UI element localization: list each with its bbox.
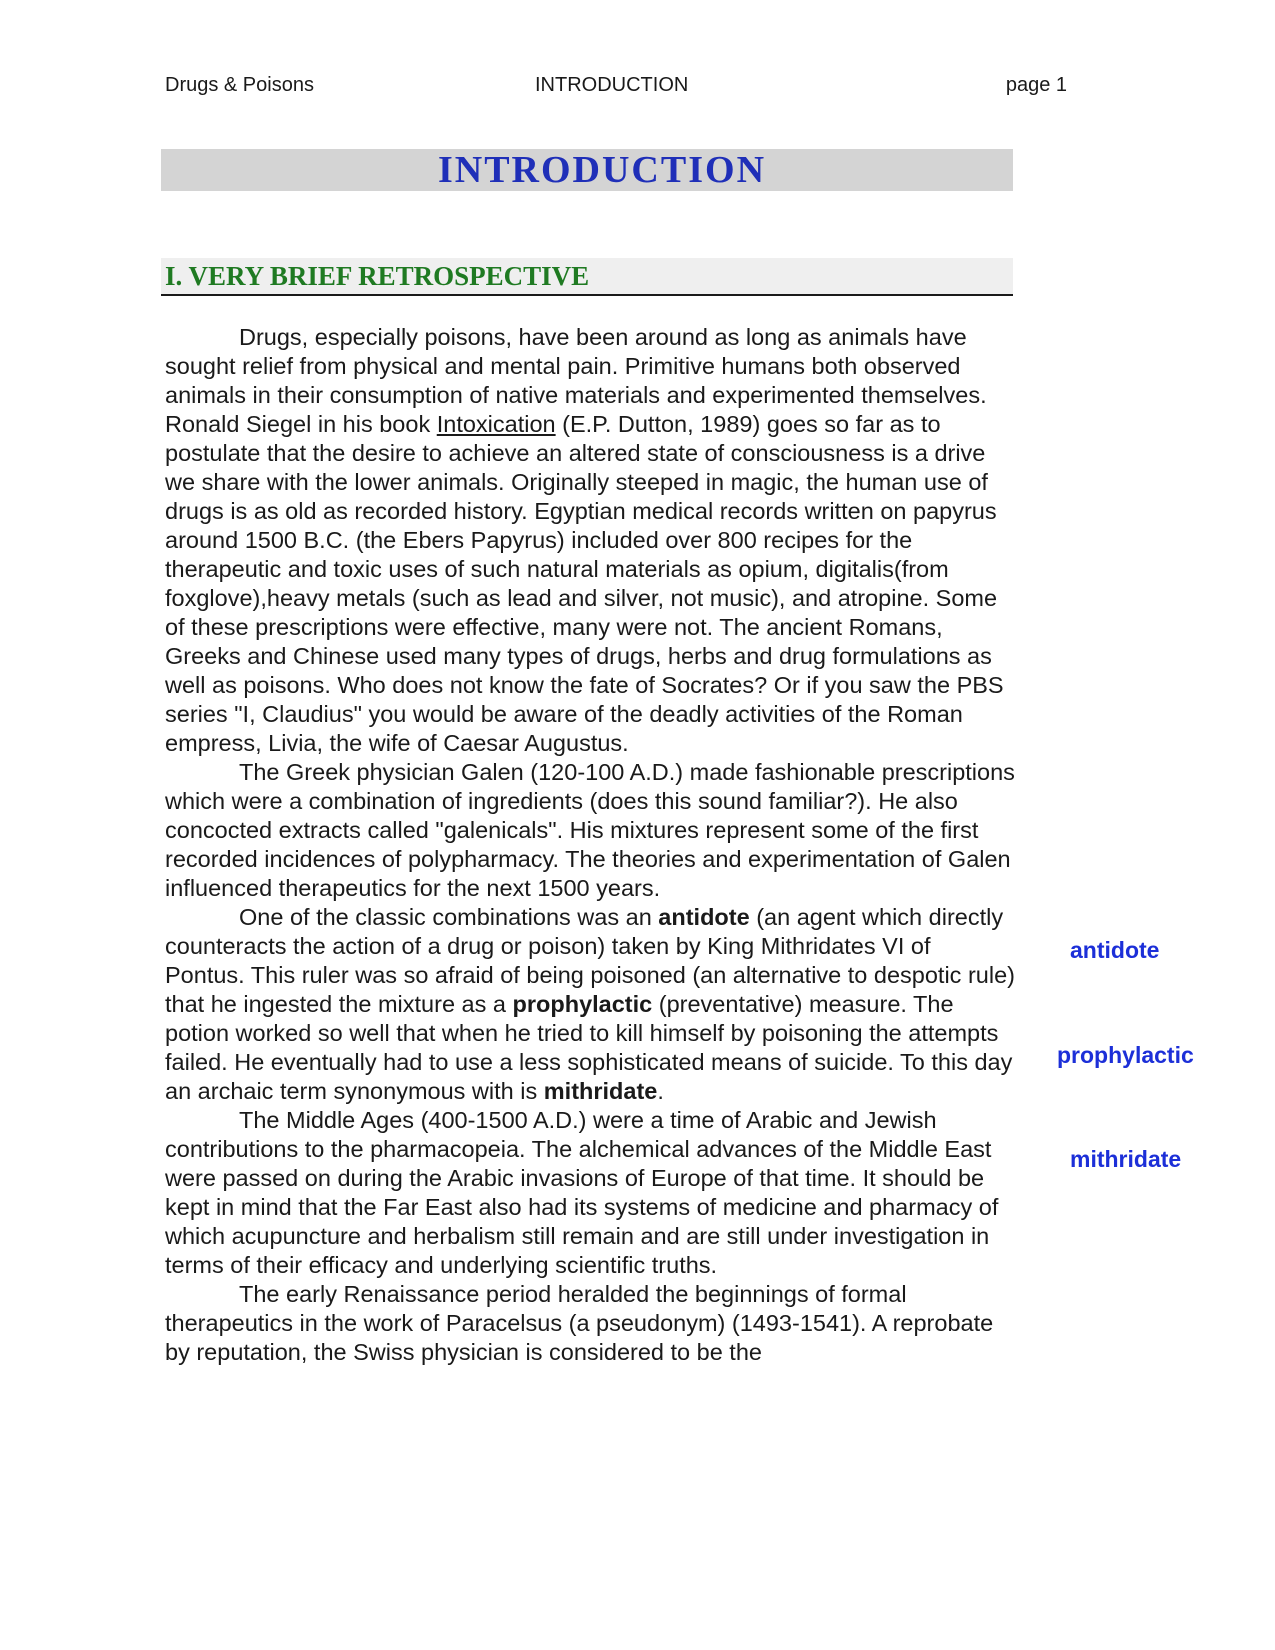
paragraph-3 xyxy=(165,903,1015,1106)
paragraph-4: The Middle Ages (400-1500 A.D.) were a time of Arabic and Jewish contributions to the pharmacopeia. The alchemical advances of the Middle East were passed on during the Arabic invasions of Europe of that time. It should be kept in mind that the Far East also had its systems of medicine and pharmacy of which acupuncture and herbalism still remain and are still under investigation in terms of their efficacy and underlying scientific truths. xyxy=(165,1107,999,1278)
section-heading-band xyxy=(161,258,1013,296)
paragraph-1 xyxy=(165,323,1015,758)
paragraph-1-text-a: Drugs, especially poisons, have been around as long as animals have sought relief from physical and mental pain. Primitive humans both observed animals in their consumption of native materials and experimented themselves. Ronald Siegel in his book xyxy=(165,324,987,437)
term-prophylactic: prophylactic xyxy=(512,991,653,1017)
paragraph-2: The Greek physician Galen (120-100 A.D.) made fashionable prescriptions which were a combination of ingredients (does this sound familiar?). He also concocted extracts called "galenicals". His mixtures represent some of the first recorded incidences of polypharmacy. The theories and experimentation of Galen influenced therapeutics for the next 1500 years. xyxy=(165,759,1015,901)
body-text xyxy=(165,323,1015,1367)
margin-term-mithridate: mithridate xyxy=(1070,1146,1182,1172)
paragraph-3-text-a: One of the classic combinations was an xyxy=(239,904,659,930)
margin-term-prophylactic: prophylactic xyxy=(1057,1042,1194,1068)
book-title: Intoxication xyxy=(436,411,556,437)
paragraph-3-text-b: (an agent which directly counteracts the action of a drug or poison) taken by King Mithridates VI of Pontus. This ruler was so afraid of being poisoned (an alternative to despotic rule) that he ingested the mixture as a xyxy=(165,904,1015,1017)
header-page-number: page 1 xyxy=(1005,74,1067,96)
paragraph-5: The early Renaissance period heralded the beginnings of formal therapeutics in the work of Paracelsus (a pseudonym) (1493-1541). A reprobate by reputation, the Swiss physician is considered to be the xyxy=(165,1281,994,1365)
running-header xyxy=(165,74,1067,100)
section-heading: I. VERY BRIEF RETROSPECTIVE xyxy=(165,261,590,291)
term-mithridate: mithridate xyxy=(543,1078,658,1104)
term-antidote: antidote xyxy=(658,904,750,930)
title-band xyxy=(161,149,1013,191)
paragraph-3-text-c: (preventative) measure. The potion worked so well that when he tried to kill himself by poisoning the attempts failed. He eventually had to use a less sophisticated means of suicide. To this day an archaic term synonymous with is xyxy=(165,991,1013,1104)
header-chapter-title: INTRODUCTION xyxy=(535,74,689,96)
paragraph-3-text-d: . xyxy=(657,1078,664,1104)
paragraph-1-text-b: (E.P. Dutton, 1989) goes so far as to postulate that the desire to achieve an altered state of consciousness is a drive we share with the lower animals. Originally steeped in magic, the human use of drugs is as old as recorded history. Egyptian medical records written on papyrus around 1500 B.C. (the Ebers Papyrus) included over 800 recipes for the therapeutic and toxic uses of such natural materials as opium, digitalis(from foxglove),heavy metals (such as lead and silver, not music), and atropine. Some of these prescriptions were effective, many were not. The ancient Romans, Greeks and Chinese used many types of drugs, herbs and drug formulations as well as poisons. Who does not know the fate of Socrates? Or if you saw the PBS series "I, Claudius" you would be aware of the deadly activities of the Roman empress, Livia, the wife of Caesar Augustus. xyxy=(165,411,1004,756)
header-document-title: Drugs & Poisons xyxy=(165,74,314,96)
margin-term-antidote: antidote xyxy=(1070,937,1160,963)
page-title: INTRODUCTION xyxy=(437,149,767,191)
